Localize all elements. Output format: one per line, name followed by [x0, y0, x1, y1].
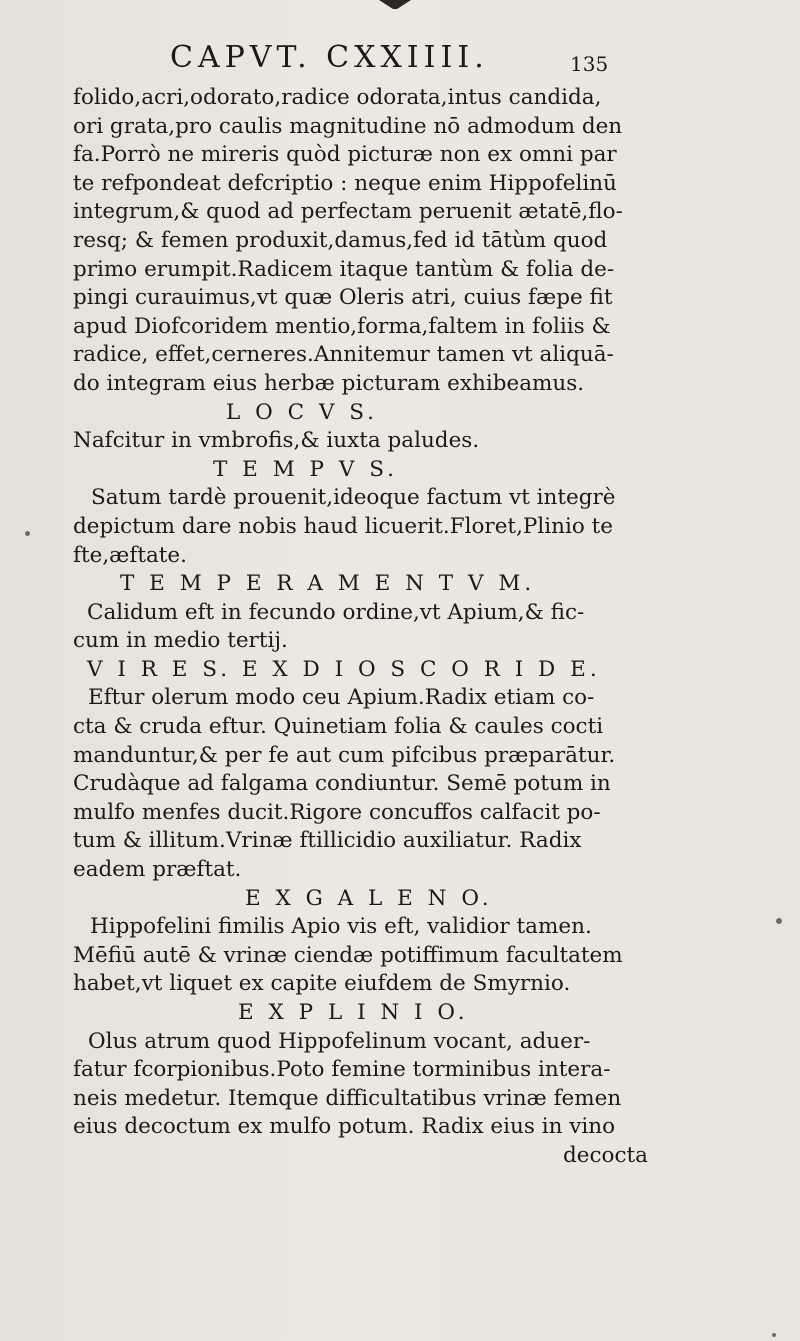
- text-line: ori grata,pro caulis magnitudine nō admodum den: [73, 113, 623, 139]
- text-line: tum & illitum.Vrinæ ftillicidio auxiliatur. Radix: [73, 828, 582, 854]
- section-heading: E X G A L E N O.: [245, 885, 493, 911]
- text-line: eadem præftat.: [73, 857, 242, 883]
- text-line: habet,vt liquet ex capite eiufdem de Smyrnio.: [73, 971, 571, 997]
- ink-spot: [776, 918, 782, 924]
- text-line: pingi curauimus,vt quæ Oleris atri, cuius fæpe fit: [73, 285, 613, 311]
- text-line: fatur fcorpionibus.Poto femine torminibus intera-: [73, 1057, 611, 1083]
- section-heading: L O C V S.: [226, 399, 379, 425]
- headpiece-ornament-icon: [375, 0, 415, 10]
- text-line: decocta: [563, 1142, 648, 1168]
- text-line: cum in medio tertij.: [73, 628, 288, 654]
- text-line: Satum tardè prouenit,ideoque factum vt integrè: [91, 485, 616, 511]
- ink-spot: [772, 1333, 776, 1337]
- text-line: Crudàque ad falgama condiuntur. Semē potum in: [73, 771, 611, 797]
- text-line: cta & cruda eftur. Quinetiam folia & caules cocti: [73, 714, 604, 740]
- section-heading: V I R E S. E X D I O S C O R I D E.: [87, 656, 601, 682]
- text-line: fa.Porrò ne mireris quòd picturæ non ex omni par: [73, 142, 617, 168]
- text-line: mulfo menfes ducit.Rigore concuffos calfacit po-: [73, 799, 601, 825]
- text-line: Hippofelini fimilis Apio vis eft, validior tamen.: [90, 914, 592, 940]
- text-line: primo erumpit.Radicem itaque tantùm & folia de-: [73, 256, 615, 282]
- text-line: fte,æftate.: [73, 542, 187, 568]
- page-header: [170, 40, 770, 80]
- text-block: [73, 84, 653, 1171]
- section-heading: T E M P E R A M E N T V M.: [120, 571, 536, 597]
- text-line: resq; & femen produxit,damus,fed id tātùm quod: [73, 227, 608, 253]
- text-line: neis medetur. Itemque difficultatibus vrinæ femen: [73, 1085, 622, 1111]
- text-line: manduntur,& per fe aut cum pifcibus præparātur.: [73, 742, 616, 768]
- text-line: Olus atrum quod Hippofelinum vocant, aduer-: [88, 1028, 591, 1054]
- running-title: CAPVT. CXXIIII.: [170, 40, 489, 75]
- text-line: Mēfiū autē & vrinæ ciendæ potiffimum facultatem: [73, 942, 623, 968]
- text-line: radice, effet,cerneres.Annitemur tamen vt aliquā-: [73, 342, 614, 368]
- text-line: depictum dare nobis haud licuerit.Floret,Plinio te: [73, 513, 613, 539]
- text-line: folido,acri,odorato,radice odorata,intus candida,: [73, 85, 602, 110]
- text-line: Calidum eft in fecundo ordine,vt Apium,& fic-: [87, 599, 585, 625]
- text-line: eius decoctum ex mulfo potum. Radix eius in vino: [73, 1114, 616, 1140]
- text-line: te refpondeat defcriptio : neque enim Hippofelinū: [73, 170, 617, 196]
- text-line: Nafcitur in vmbrofis,& iuxta paludes.: [73, 428, 480, 454]
- text-line: integrum,& quod ad perfectam peruenit ætatē,flo-: [73, 199, 623, 225]
- text-line: apud Diofcoridem mentio,forma,faltem in foliis &: [73, 313, 611, 339]
- text-line: do integram eius herbæ picturam exhibeamus.: [73, 370, 585, 396]
- section-heading: T E M P V S.: [213, 456, 399, 482]
- page-number: 135: [570, 52, 609, 76]
- text-line: Eftur olerum modo ceu Apium.Radix etiam co-: [88, 685, 595, 711]
- section-heading: E X P L I N I O.: [238, 1000, 469, 1025]
- ink-spot: [25, 531, 30, 536]
